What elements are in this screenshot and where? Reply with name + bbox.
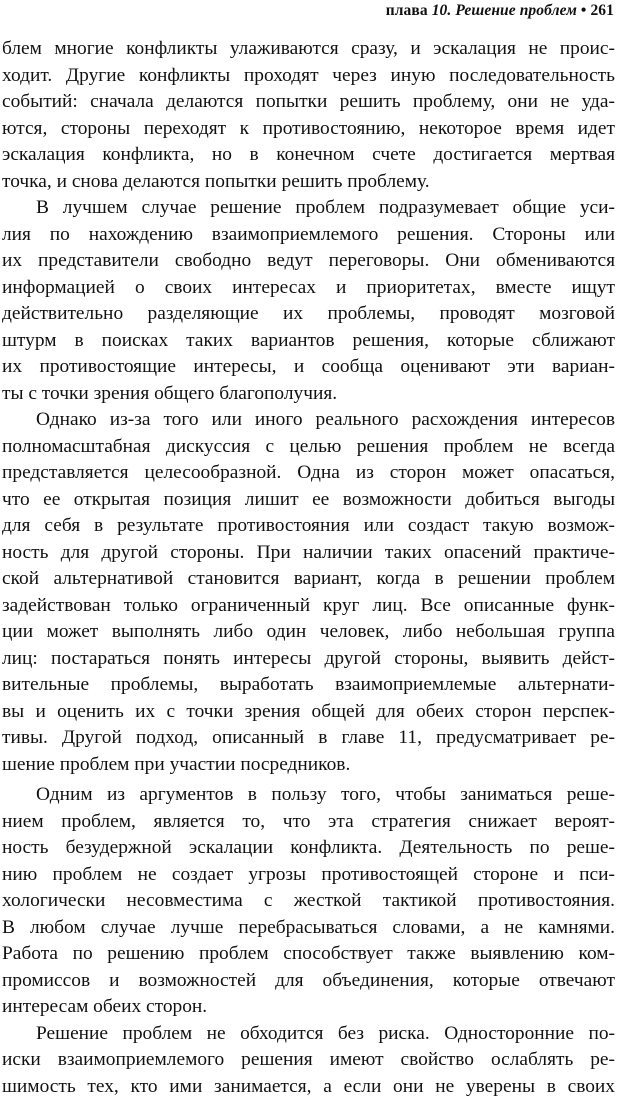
text-line: Однако из-за того или иного реального расхождения интересов — [2, 407, 615, 434]
text-line: Одним из аргументов в пользу того, чтобы заниматься реше- — [2, 782, 615, 809]
text-line: нию проблем не создает угрозы противостоящей стороне и пси- — [2, 862, 615, 889]
text-line: ность безудержной эскалации конфликта. Деятельность по реше- — [2, 835, 615, 862]
running-header — [386, 2, 614, 20]
text-line: ходит. Другие конфликты проходят через иную последовательность — [2, 63, 615, 90]
text-line: информацией о своих интересах и приоритетах, вместе ищут — [2, 275, 615, 302]
text-line: Работа по решению проблем способствует также выявлению ком- — [2, 941, 615, 968]
text-line: что ее открытая позиция лишит ее возможности добиться выгоды — [2, 487, 615, 514]
text-line: ции может выполнять либо один человек, либо небольшая группа — [2, 619, 615, 646]
text-line: ются, стороны переходят к противостоянию, некоторое время идет — [2, 116, 615, 143]
text-line: тивы. Другой подход, описанный в главе 11, предусматривает ре- — [2, 725, 615, 752]
text-line: вы и оценить их с точки зрения общей для обеих сторон перспек- — [2, 699, 615, 726]
paragraph — [2, 1021, 615, 1100]
text-line: лиц: постараться понять интересы другой стороны, выявить дейст- — [2, 646, 615, 673]
text-line: точка, и снова делаются попытки решить проблему. — [2, 169, 615, 196]
text-line: их противостоящие интересы, и сообща оценивают эти вариан- — [2, 354, 615, 381]
text-line: вительные проблемы, выработать взаимоприемлемые альтернати- — [2, 672, 615, 699]
text-line: шимость тех, кто ими занимается, а если они не уверены в своих — [2, 1074, 615, 1100]
text-line: штурм в поисках таких вариантов решения, которые сближают — [2, 328, 615, 355]
paragraph — [2, 36, 615, 195]
text-line: событий: сначала делаются попытки решить проблему, они не уда- — [2, 89, 615, 116]
paragraph — [2, 407, 615, 778]
paragraph — [2, 782, 615, 1021]
header-separator: • — [581, 2, 587, 19]
text-line: промиссов и возможностей для объединения, которые отвечают — [2, 968, 615, 995]
text-line: для себя в результате противостояния или создаст такую возмож- — [2, 513, 615, 540]
text-line: иски взаимоприемлемого решения имеют свойство ослаблять ре- — [2, 1047, 615, 1074]
text-line: полномасштабная дискуссия с целью решения проблем не всегда — [2, 434, 615, 461]
page-number: 261 — [590, 2, 614, 19]
text-line: В лучшем случае решение проблем подразумевает общие уси- — [2, 195, 615, 222]
text-line: представляется целесообразной. Одна из сторон может опасаться, — [2, 460, 615, 487]
text-line: ской альтернативой становится вариант, когда в решении проблем — [2, 566, 615, 593]
text-line: их представители свободно ведут переговоры. Они обмениваются — [2, 248, 615, 275]
text-line: шение проблем при участии посредников. — [2, 752, 615, 779]
text-line: ты с точки зрения общего благополучия. — [2, 381, 615, 408]
text-line: Решение проблем не обходится без риска. Односторонние по- — [2, 1021, 615, 1048]
chapter-label: плава — [386, 2, 428, 19]
body-text — [2, 36, 615, 1100]
text-line: В любом случае лучше перебрасываться словами, а не камнями. — [2, 915, 615, 942]
text-line: ность для другой стороны. При наличии таких опасений практиче- — [2, 540, 615, 567]
text-line: лия по нахождению взаимоприемлемого решения. Стороны или — [2, 222, 615, 249]
text-line: нием проблем, является то, что эта стратегия снижает вероят- — [2, 809, 615, 836]
chapter-title: 10. Решение проблем — [432, 2, 577, 19]
text-line: эскалация конфликта, но в конечном счете достигается мертвая — [2, 142, 615, 169]
paragraph — [2, 195, 615, 407]
text-line: интересам обеих сторон. — [2, 994, 615, 1021]
text-line: блем многие конфликты улаживаются сразу, и эскалация не проис- — [2, 36, 615, 63]
text-line: хологически несовместима с жесткой тактикой противостояния. — [2, 888, 615, 915]
text-line: действительно разделяющие их проблемы, проводят мозговой — [2, 301, 615, 328]
text-line: задействован только ограниченный круг лиц. Все описанные функ- — [2, 593, 615, 620]
